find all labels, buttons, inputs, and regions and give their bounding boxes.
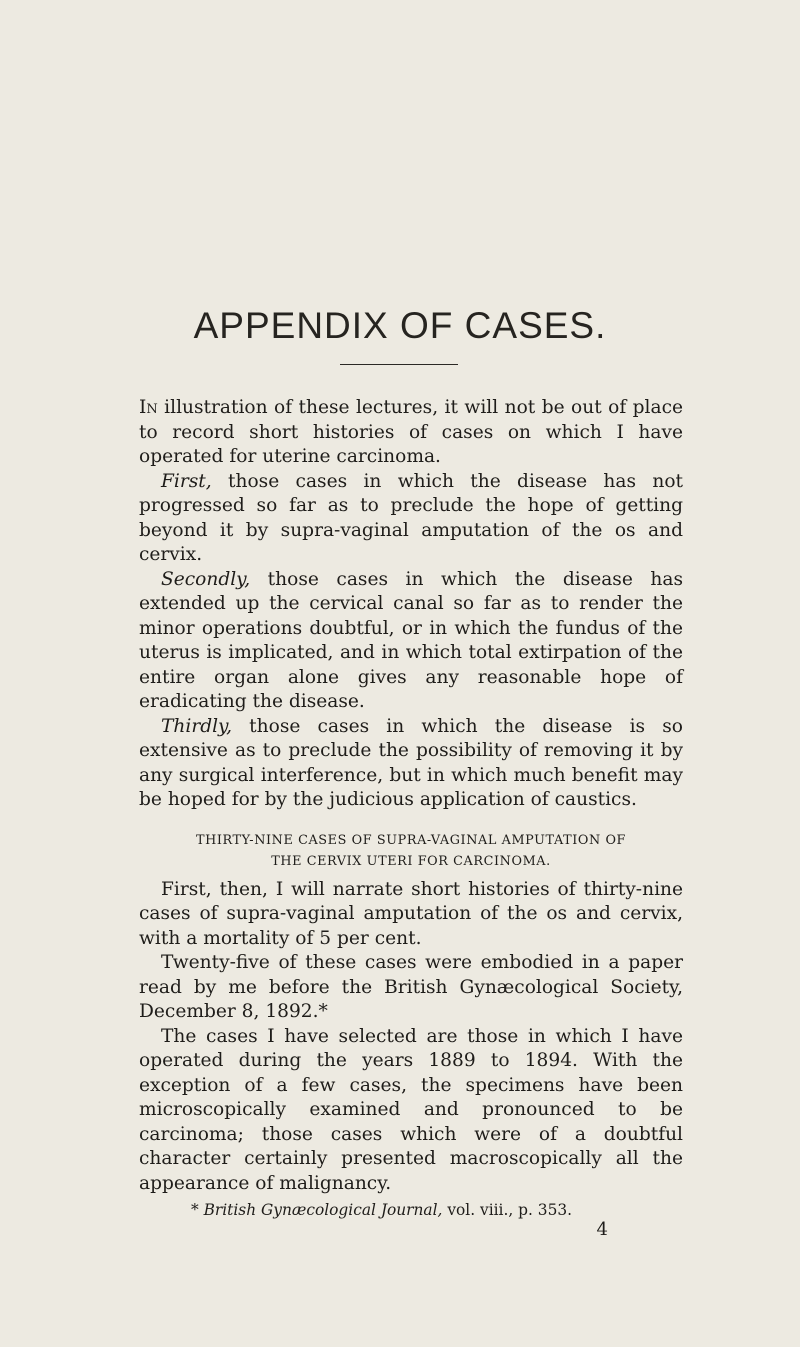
thirdly-paragraph [139,715,683,813]
secondly-paragraph [139,568,683,715]
intro-paragraph [139,396,683,470]
page-number: 4 [596,1219,608,1240]
paragraph-2: Twenty-five of these cases were embodied in a paper read by me before the British Gynæcological Society, December 8, 1892.* [139,952,683,1022]
secondly-lead: Secondly, [161,568,251,590]
section-heading [139,830,683,872]
intro-lead: In [139,397,158,418]
first-paragraph [139,470,683,568]
footnote [139,1200,683,1220]
section-heading-line2: THE CERVIX UTERI FOR CARCINOMA. [271,853,551,869]
first-text: those cases in which the disease has not progressed so far as to preclude the hope of getting beyond it by supra-vaginal amputation of the os and cervix. [139,470,683,565]
thirdly-lead: Thirdly, [161,715,233,737]
intro-text: illustration of these lectures, it will not be out of place to record short histories of cases on which I have operated for uterine carcinoma. [139,397,683,467]
body-text [139,396,683,1241]
section-heading-line1: THIRTY-NINE CASES OF SUPRA-VAGINAL AMPUTATION OF [195,832,627,848]
secondly-text: those cases in which the disease has extended up the cervical canal so far as to render the minor operations doubtful, or in which the fundus of the uterus is implicated, and in which total extirpation of the entire organ alone gives any reasonable hope of eradicating the disease. [139,568,683,712]
title-divider [340,364,458,365]
footnote-marker: * [191,1201,204,1219]
first-lead: First, [161,470,212,492]
paragraph-3: The cases I have selected are those in which I have operated during the years 1889 to 1894. With the exception of a few cases, the specimens have been microscopically examined and pronounced to be carcinoma; those cases which were of a doubtful character certainly presented macroscopically all the appearance of malignancy. [139,1025,683,1194]
page-title: APPENDIX OF CASES. [193,305,607,346]
thirdly-text: those cases in which the disease is so extensive as to preclude the possibility of removing it by any surgical interference, but in which much benefit may be hoped for by the judicious application of caustics. [139,715,683,810]
footnote-journal: British Gynæcological Journal, [203,1201,443,1219]
footnote-text: vol. viii., p. 353. [442,1201,573,1219]
paragraph-1: First, then, I will narrate short histories of thirty-nine cases of supra-vaginal amputation of the os and cervix, with a mortality of 5 per cent. [139,878,683,949]
